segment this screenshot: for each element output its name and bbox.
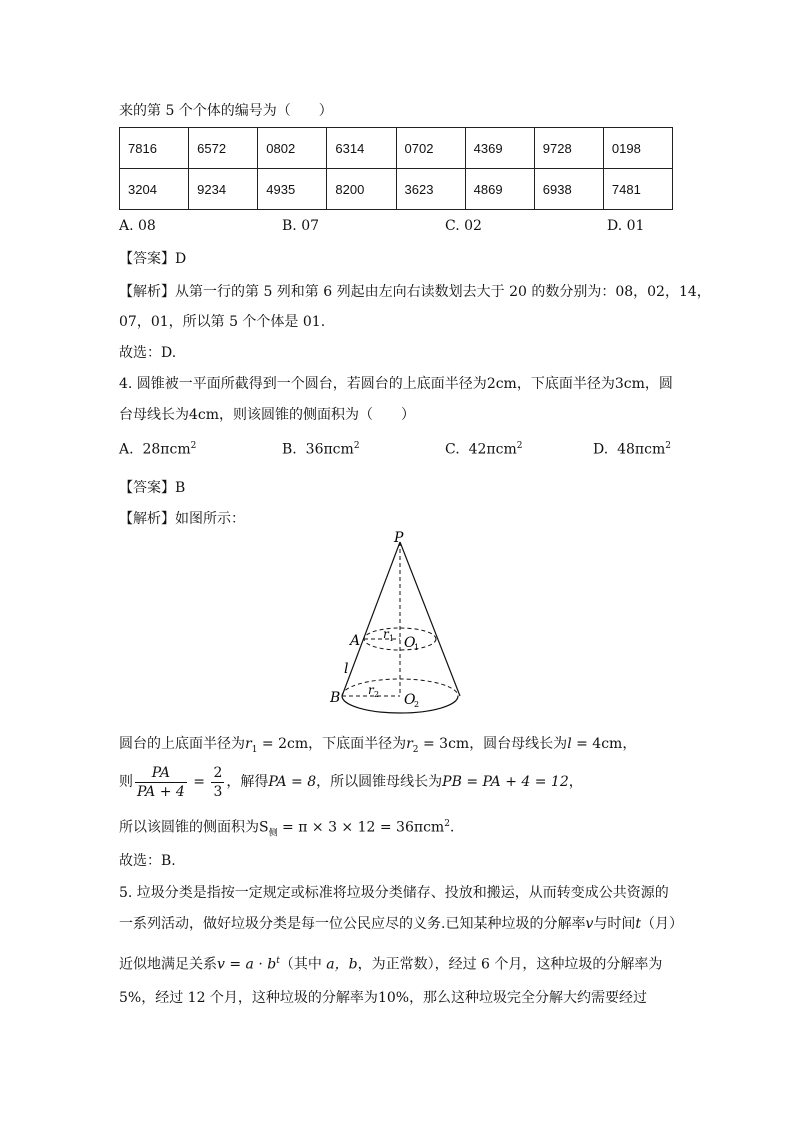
table-cell: 6572	[189, 128, 258, 169]
math-area-symbol: S	[259, 819, 269, 836]
q4-solution-line-3	[119, 814, 454, 843]
math-t: t	[635, 916, 642, 932]
fraction-numerator: 2	[213, 764, 223, 781]
q4-stem-text: ，下底面半径为	[516, 376, 615, 392]
table-row	[120, 169, 673, 210]
q4-solution-text: ，所以圆锥母线长为	[316, 774, 443, 790]
q5-stem-text: 与时间	[593, 916, 636, 932]
q4-stem-text: ，则该圆锥的侧面积为（ ）	[219, 407, 416, 423]
q4-stem-text: 台母线长为	[119, 407, 189, 423]
q4-stem-text: 4. 圆锥被一平面所截得到一个圆台，若圆台的上底面半径为	[119, 376, 487, 392]
equals-sign: =	[188, 774, 210, 790]
q5-stem-text: 一系列活动，做好垃圾分类是每一位公民应尽的义务.已知某种垃圾的分解率	[119, 916, 586, 932]
math-area-sub: 侧	[268, 828, 278, 839]
math-constants: a，b	[326, 956, 358, 973]
bottom-circle-front	[342, 696, 458, 713]
q5-stem-text: （月）	[641, 916, 684, 932]
table-cell: 7481	[603, 169, 672, 210]
fraction-denominator: 3	[213, 783, 223, 800]
q4-slant-height: 4cm	[189, 407, 220, 423]
table-cell: 0702	[396, 128, 465, 169]
label-O1-sub: 1	[414, 643, 420, 652]
table-cell: 9728	[534, 128, 603, 169]
table-cell: 0802	[258, 128, 327, 169]
q5-stem-line-2	[119, 914, 683, 934]
fraction-two-thirds	[211, 764, 224, 801]
q4-stem-text: ，圆	[644, 376, 673, 392]
option-coef: 42	[468, 441, 487, 458]
option-coef: 48	[617, 441, 635, 458]
option-unit: πcm	[323, 441, 354, 458]
option-coef: 36	[305, 441, 324, 458]
table-cell: 4369	[465, 128, 534, 169]
q4-solution-text: 则	[119, 774, 133, 790]
math-pb-value: PB = PA + 4 = 12	[442, 774, 569, 790]
fraction-denominator: PA + 4	[137, 783, 185, 800]
cone-frustum-figure	[320, 530, 480, 720]
math-l: l	[567, 736, 572, 752]
q3-prompt-tail: 来的第 5 个个体的编号为（ ）	[119, 103, 333, 119]
math-formula: v = a · b	[217, 956, 277, 973]
bottom-circle-back	[342, 679, 458, 696]
table-cell: 4869	[465, 169, 534, 210]
option-label: B.	[282, 441, 297, 458]
table-cell: 6314	[327, 128, 396, 169]
option-coef: 28	[142, 441, 161, 458]
math-r2: r	[406, 736, 413, 752]
math-rate-12-months: 10%	[377, 990, 410, 1006]
q5-stem-line-4	[119, 988, 647, 1008]
q4-stem-line-1	[119, 374, 673, 394]
q3-option-b: B. 07	[282, 218, 320, 234]
q5-stem-text: ，那么这种垃圾完全分解大约需要经过	[409, 990, 648, 1006]
q4-top-radius: 2cm	[486, 376, 517, 392]
table-cell: 6938	[534, 169, 603, 210]
option-unit: πcm	[486, 441, 517, 458]
q5-stem-text: 近似地满足关系	[119, 956, 217, 973]
math-r1-value: = 2cm	[257, 736, 309, 752]
label-O2: O	[404, 692, 416, 708]
q4-solution-text: ，	[568, 774, 583, 790]
option-unit: πcm	[160, 441, 191, 458]
q4-solution-text: ，圆台母线长为	[469, 736, 568, 752]
q3-answer: 【答案】D	[119, 251, 187, 267]
q3-conclusion: 故选：D.	[119, 345, 177, 361]
math-rate-6-months: 5%	[119, 990, 142, 1006]
q4-solution-line-1	[119, 734, 636, 760]
q4-option-c	[445, 441, 522, 458]
option-exponent: 2	[353, 441, 360, 451]
option-label: D.	[593, 441, 609, 458]
label-l: l	[344, 661, 349, 677]
q3-option-a: A. 08	[119, 218, 156, 234]
q3-option-c: C. 02	[445, 218, 482, 234]
table-cell: 0198	[603, 128, 672, 169]
math-r2-sub: 2	[412, 744, 419, 755]
q5-stem-text: ，经过 12 个月，这种垃圾的分解率为	[141, 990, 378, 1006]
math-r1-sub: 1	[251, 744, 258, 755]
label-O2-sub: 2	[414, 700, 420, 709]
math-v: v	[585, 916, 594, 932]
table-cell: 8200	[327, 169, 396, 210]
q5-stem-text: ，为正常数），经过 6 个月，这种垃圾的分解率为	[357, 956, 663, 973]
q5-stem-line-3	[119, 951, 662, 975]
cone-left-edge	[342, 542, 400, 696]
table-cell: 3623	[396, 169, 465, 210]
option-exponent: 2	[516, 441, 523, 451]
label-r2-sub: 2	[374, 690, 380, 699]
q4-bottom-radius: 3cm	[614, 376, 645, 392]
math-pa-value: PA = 8	[268, 774, 317, 790]
q4-conclusion: 故选：B.	[119, 853, 176, 869]
math-formula-exponent: t	[276, 956, 280, 966]
option-label: C.	[445, 441, 460, 458]
q4-solution-text: 圆台的上底面半径为	[119, 736, 245, 752]
q3-options	[119, 218, 679, 238]
q3-option-d: D. 01	[607, 218, 645, 234]
option-exponent: 2	[190, 441, 197, 451]
math-area-expression: = π × 3 × 12 = 36πcm	[277, 819, 445, 836]
label-r1: r	[383, 627, 389, 641]
label-r2: r	[368, 683, 374, 697]
label-O1: O	[404, 635, 416, 651]
table-cell: 7816	[120, 128, 189, 169]
q3-analysis-line-2: 07，01，所以第 5 个个体是 01.	[119, 314, 326, 330]
q4-stem-line-2	[119, 405, 415, 425]
q5-stem-text: （其中	[279, 956, 327, 973]
q3-analysis-line-1: 【解析】从第一行的第 5 列和第 6 列起由左向右读数划去大于 20 的数分别为：08，02，14，	[119, 284, 711, 300]
label-r1-sub: 1	[389, 634, 395, 643]
label-A: A	[350, 633, 361, 649]
option-unit: πcm	[634, 441, 666, 458]
fraction-numerator: PA	[135, 764, 187, 783]
cone-right-edge	[400, 542, 460, 696]
option-exponent: 2	[665, 441, 671, 451]
math-l-value: = 4cm	[571, 736, 623, 752]
q4-option-a	[119, 441, 196, 458]
q4-solution-text: ，下底面半径为	[308, 736, 407, 752]
q5-stem-line-1: 5. 垃圾分类是指按一定规定或标准将垃圾分类储存、投放和搬运，从而转变成公共资源的	[119, 885, 669, 901]
q4-solution-text: ，	[622, 736, 637, 752]
math-area-exponent: 2	[444, 819, 450, 829]
q4-solution-text: 所以该圆锥的侧面积为	[119, 819, 259, 836]
q4-option-d	[593, 441, 671, 458]
fraction-pa	[135, 764, 187, 801]
table-cell: 3204	[120, 169, 189, 210]
q4-solution-text: .	[449, 819, 455, 836]
math-r2-value: = 3cm	[418, 736, 470, 752]
math-r1: r	[245, 736, 252, 752]
table-cell: 4935	[258, 169, 327, 210]
q4-solution-line-2	[119, 763, 583, 801]
label-B: B	[330, 690, 341, 706]
q4-solution-text: ，解得	[226, 774, 269, 790]
table-cell: 9234	[189, 169, 258, 210]
q4-analysis-intro: 【解析】如图所示：	[119, 511, 245, 527]
option-label: A.	[119, 441, 134, 458]
q4-option-b	[282, 441, 360, 458]
table-row	[120, 128, 673, 169]
q4-options	[119, 441, 679, 461]
random-number-table	[119, 127, 673, 210]
label-P: P	[394, 530, 404, 546]
q4-answer: 【答案】B	[119, 480, 186, 496]
